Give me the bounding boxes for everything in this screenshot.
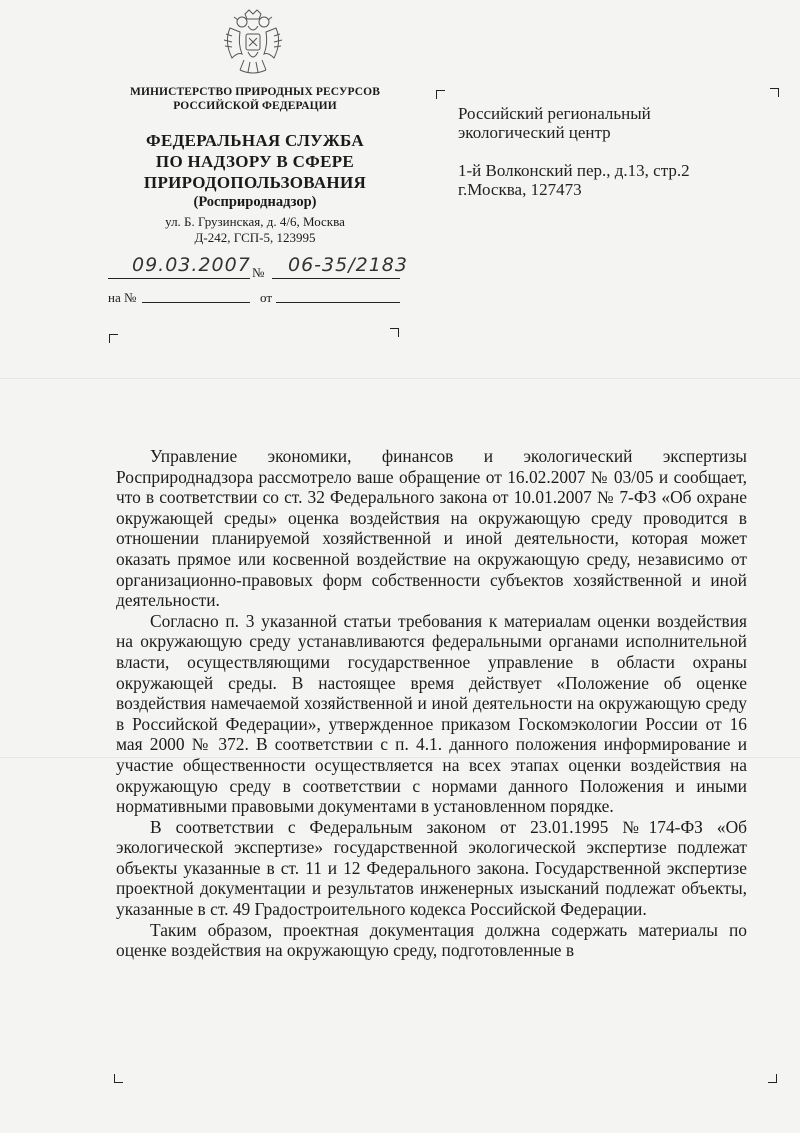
body-paragraph-2: Согласно п. 3 указанной статьи требования к материалам оценки воздействия на окружающую среду устанавливаются федеральными органами исполнительной власти, осуществляющими государственное управление в области охраны окружающей среды. В настоящее время действует «Положение об оценке воздействия намечаемой хозяйственной и иной деятельности на окружающую среду в Российской Федерации», утвержденное приказом Госкомэкологии России от 16 мая 2000 № 372. В соответствии с п. 4.1. данного положения информирование и участие общественности осуществляется на всех этапах оценки воздействия на окружающую среду в соответствии с нормами данного Положения и иными нормативными правовыми документами в установленном порядке. — [116, 610, 747, 817]
outgoing-date: 09.03.2007 — [132, 254, 251, 276]
body-paragraph-1: Управление экономики, финансов и экологический экспертизы Росприроднадзора рассмотрело ваше обращение от 16.02.2007 № 03/05 и сообщает, что в соответствии со ст. 32 Федерального закона от 10.01.2007 № 7-ФЗ «Об охране окружающей среды» оценка воздействия на окружающую среду проводится в отношении планируемой хозяйственной и иной деятельности, которая может оказать прямое или косвенной воздействие на окружающую среду, независимо от организационно-правовых форм собственности субъектов хозяйственной и иной деятельности. — [116, 446, 747, 611]
body-paragraph-3: В соответствии с Федеральным законом от 23.01.1995 №174-ФЗ «Об экологической экспертизе» государственной экологической экспертизе подлежат объекты указанные в ст. 11 и 12 Федерального закона. Государственной экспертизе проектной документации и результатов инженерных изысканий подлежат объекты, указанные в ст. 49 Градостроительного кодекса Российской Федерации. — [116, 816, 747, 920]
sender-address-line-1: ул. Б. Грузинская, д. 4/6, Москва — [165, 214, 345, 229]
from-label: от — [260, 290, 273, 305]
ministry-line-1: МИНИСТЕРСТВО ПРИРОДНЫХ РЕСУРСОВ — [129, 86, 380, 98]
corner-mark — [390, 328, 399, 337]
recipient-line-2: экологический центр — [458, 123, 611, 142]
service-short-name: (Росприроднадзор) — [193, 194, 317, 210]
from-underline — [276, 302, 400, 303]
fold-line — [0, 378, 800, 379]
coat-of-arms-icon — [220, 6, 286, 78]
corner-mark — [768, 1074, 777, 1083]
corner-mark — [770, 88, 779, 97]
corner-mark — [109, 334, 118, 343]
letter-body — [116, 446, 747, 961]
service-line-1: ФЕДЕРАЛЬНАЯ СЛУЖБА — [146, 131, 364, 150]
body-paragraph-4: Таким образом, проектная документация должна содержать материалы по оценке воздействия на окружающую среду, подготовленные в — [116, 919, 747, 961]
service-line-2: ПО НАДЗОРУ В СФЕРЕ — [155, 152, 355, 171]
recipient-line-4: г.Москва, 127473 — [458, 180, 582, 199]
number-underline — [272, 278, 400, 279]
sender-address-line-2: Д-242, ГСП-5, 123995 — [194, 230, 316, 245]
corner-mark — [436, 90, 445, 99]
reference-label: на № — [108, 290, 137, 305]
reference-underline — [142, 302, 250, 303]
date-underline — [108, 278, 250, 279]
ministry-line-2: РОССИЙСКОЙ ФЕДЕРАЦИИ — [173, 100, 337, 112]
outgoing-number: 06-35/2183 — [288, 254, 408, 276]
number-label: № — [252, 265, 265, 280]
recipient-line-3: 1-й Волконский пер., д.13, стр.2 — [458, 161, 690, 180]
corner-mark — [114, 1074, 123, 1083]
service-line-3: ПРИРОДОПОЛЬЗОВАНИЯ — [143, 173, 367, 192]
recipient-line-1: Российский региональный — [458, 104, 651, 123]
